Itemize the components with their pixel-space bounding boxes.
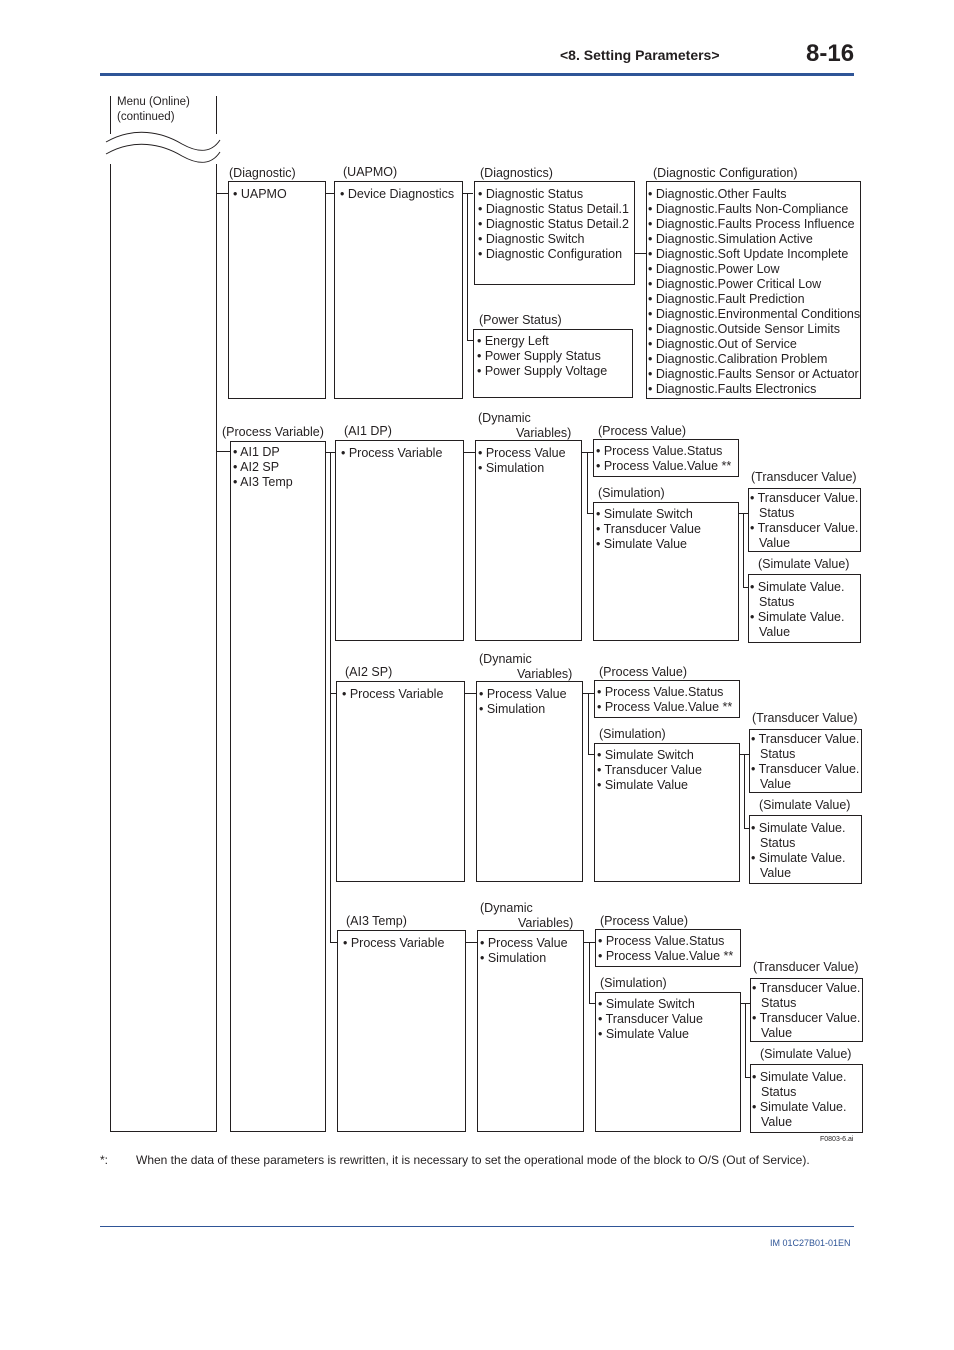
connector [589, 942, 590, 1004]
dynamic-variables-box [477, 930, 584, 1132]
list-item: Status [761, 1085, 797, 1099]
diagnostic-config-list [648, 187, 860, 397]
simulation-title: (Simulation) [599, 727, 666, 741]
diagnostics-title: (Diagnostics) [480, 166, 553, 180]
list-item: • Process Value.Status [596, 444, 723, 458]
connector [743, 513, 744, 588]
list-item: • Diagnostic.Power Low [648, 262, 780, 276]
list-item: • Simulate Switch [597, 748, 694, 762]
list-item: • Process Value.Status [598, 934, 725, 948]
process-value-box [595, 929, 741, 967]
connector [744, 754, 745, 829]
list-item: • Diagnostic.Soft Update Incomplete [648, 247, 849, 261]
list-item: • UAPMO [233, 187, 287, 201]
process-variable-title: (Process Variable) [222, 425, 324, 439]
list-item: • Transducer Value [596, 522, 701, 536]
simulation-box [593, 502, 739, 641]
simulation-list [597, 748, 702, 793]
list-item: • Diagnostic.Fault Prediction [648, 292, 805, 306]
transducer-value-title: (Transducer Value) [751, 470, 857, 484]
list-item: • Transducer Value. [750, 491, 859, 505]
menu-bottom-line [110, 1131, 217, 1132]
list-item: • Diagnostic.Power Critical Low [648, 277, 822, 291]
menu-label-line2: (continued) [117, 111, 175, 123]
dynamic-variables-title: (Dynamic [479, 652, 532, 666]
list-item: • Process Value.Status [597, 685, 724, 699]
list-item: • Process Value [479, 687, 567, 701]
connector [217, 451, 231, 452]
list-item: • Diagnostic Status Detail.2 [478, 217, 629, 231]
list-item: • Simulate Value. [751, 821, 846, 835]
list-item: • Diagnostic.Environmental Conditions [648, 307, 861, 321]
simulate-value-box [749, 815, 862, 884]
list-item: • AI3 Temp [233, 475, 293, 489]
diagnostic-config-title: (Diagnostic Configuration) [653, 166, 798, 180]
list-item: Status [759, 595, 795, 609]
connector [588, 693, 589, 755]
power-status-list [477, 334, 607, 379]
process-value-title: (Process Value) [600, 914, 688, 928]
dynamic-variables-list [478, 446, 566, 476]
menu-label-line1: Menu (Online) [117, 96, 190, 108]
simulation-title: (Simulation) [600, 976, 667, 990]
list-item: • Diagnostic.Faults Electronics [648, 382, 817, 396]
dynamic-variables-title: (Dynamic [478, 411, 531, 425]
ai-block-title: (AI1 DP) [344, 424, 392, 438]
process-value-list [597, 685, 732, 715]
document-id: IM 01C27B01-01EN [770, 1238, 851, 1248]
simulation-box [594, 743, 740, 882]
ai-block-list [343, 936, 444, 951]
diagnostic-list [233, 187, 287, 202]
list-item: • Process Value.Value ** [598, 949, 734, 963]
process-value-title: (Process Value) [598, 424, 686, 438]
break-wave-icon [104, 128, 224, 172]
power-status-title: (Power Status) [479, 313, 562, 327]
uapmo-list [340, 187, 454, 202]
diagnostics-list [478, 187, 629, 262]
process-value-box [594, 680, 740, 718]
dynamic-variables-list [480, 936, 568, 966]
list-item: • Simulate Value [597, 778, 688, 792]
diagnostic-config-box [646, 181, 861, 399]
list-item: • Simulate Value [596, 537, 687, 551]
list-item: Value [759, 625, 791, 639]
figure-id: F0803-6.ai [820, 1136, 854, 1143]
list-item: • Energy Left [477, 334, 549, 348]
simulate-value-box [750, 1064, 863, 1133]
transducer-value-box [750, 978, 863, 1042]
transducer-value-list [752, 981, 860, 1041]
process-value-box [593, 439, 739, 477]
list-item: • Simulate Value. [750, 580, 845, 594]
simulate-value-list [752, 1070, 846, 1130]
process-value-title: (Process Value) [599, 665, 687, 679]
process-variable-list [233, 445, 293, 490]
list-item: • Simulation [478, 461, 545, 475]
list-item: • Diagnostic.Outside Sensor Limits [648, 322, 840, 336]
list-item: • Diagnostic.Other Faults [648, 187, 787, 201]
list-item: • Diagnostic.Simulation Active [648, 232, 813, 246]
list-item: • Process Value.Value ** [596, 459, 732, 473]
transducer-value-list [750, 491, 858, 551]
ai-block-box [336, 681, 465, 882]
connector [467, 193, 468, 341]
connector [330, 942, 337, 943]
list-item: • Diagnostic.Faults Non-Compliance [648, 202, 849, 216]
list-item: • Process Value.Value ** [597, 700, 733, 714]
footnote-text: When the data of these parameters is rewritten, it is necessary to set the operational mode of the block to O/S (Out of Service). [136, 1153, 810, 1167]
simulate-value-title: (Simulate Value) [758, 557, 850, 571]
list-item: • Simulate Value. [752, 1070, 847, 1084]
list-item: • Simulate Value [598, 1027, 689, 1041]
list-item: Value [760, 777, 792, 791]
list-item: • Diagnostic.Faults Process Influence [648, 217, 855, 231]
simulation-list [596, 507, 701, 552]
simulation-list [598, 997, 703, 1042]
list-item: • Transducer Value [598, 1012, 703, 1026]
list-item: Status [761, 996, 797, 1010]
list-item: • Power Supply Voltage [477, 364, 608, 378]
connector [587, 452, 588, 514]
dynamic-variables-title-2: Variables) [516, 426, 572, 440]
list-item: Status [760, 836, 796, 850]
list-item: • Transducer Value. [752, 1011, 861, 1025]
list-item: Status [759, 506, 795, 520]
simulate-value-title: (Simulate Value) [760, 1047, 852, 1061]
dynamic-variables-title-2: Variables) [517, 667, 573, 681]
ai-block-list [341, 446, 442, 461]
ai-block-box [337, 930, 466, 1132]
process-value-list [598, 934, 733, 964]
transducer-value-list [751, 732, 859, 792]
connector [330, 452, 331, 943]
dynamic-variables-box [475, 440, 582, 641]
list-item: • Simulate Value. [752, 1100, 847, 1114]
list-item: • AI1 DP [233, 445, 280, 459]
dynamic-variables-list [479, 687, 567, 717]
page-number: 8-16 [806, 40, 855, 67]
ai-block-box [335, 440, 464, 641]
list-item: • Process Value [480, 936, 568, 950]
simulate-value-box [748, 574, 861, 643]
connector [464, 452, 475, 453]
ai-block-title: (AI3 Temp) [346, 914, 407, 928]
list-item: Value [760, 866, 792, 880]
dynamic-variables-title-2: Variables) [518, 916, 574, 930]
diagnostics-box [474, 181, 635, 285]
menu-left-line [110, 96, 111, 1132]
dynamic-variables-box [476, 681, 583, 882]
list-item: • Diagnostic Status [478, 187, 584, 201]
ai-block-list [342, 687, 443, 702]
menu-right-line [216, 96, 217, 1132]
connector [466, 942, 477, 943]
uapmo-title: (UAPMO) [343, 165, 398, 179]
simulation-title: (Simulation) [598, 486, 665, 500]
process-value-list [596, 444, 731, 474]
list-item: • Simulate Value. [751, 851, 846, 865]
connector [463, 193, 473, 194]
list-item: • Transducer Value. [751, 762, 860, 776]
list-item: Value [761, 1115, 793, 1129]
uapmo-box [334, 181, 463, 399]
list-item: • Process Variable [342, 687, 444, 701]
connector [635, 253, 646, 254]
list-item: • Diagnostic.Calibration Problem [648, 352, 828, 366]
transducer-value-title: (Transducer Value) [753, 960, 859, 974]
list-item: Value [761, 1026, 793, 1040]
simulate-value-title: (Simulate Value) [759, 798, 851, 812]
ai-block-title: (AI2 SP) [345, 665, 393, 679]
list-item: • Simulation [479, 702, 546, 716]
list-item: • Process Value [478, 446, 566, 460]
list-item: • Diagnostic.Faults Sensor or Actuator [648, 367, 859, 381]
list-item: • Simulation [480, 951, 547, 965]
transducer-value-box [749, 729, 862, 793]
transducer-value-box [748, 488, 861, 552]
footnote-mark: *: [100, 1153, 109, 1167]
list-item: • Simulate Value. [750, 610, 845, 624]
simulate-value-list [751, 821, 845, 881]
simulate-value-list [750, 580, 844, 640]
connector [465, 693, 476, 694]
list-item: • Power Supply Status [477, 349, 601, 363]
connector [745, 1003, 746, 1078]
list-item: • Transducer Value. [750, 521, 859, 535]
list-item: • Diagnostic Switch [478, 232, 585, 246]
section-title: <8. Setting Parameters> [560, 47, 720, 63]
process-variable-box [230, 441, 326, 1132]
list-item: • Diagnostic Configuration [478, 247, 623, 261]
list-item: • Transducer Value [597, 763, 702, 777]
diagnostic-title: (Diagnostic) [229, 166, 296, 180]
transducer-value-title: (Transducer Value) [752, 711, 858, 725]
list-item: Status [760, 747, 796, 761]
list-item: • Diagnostic Status Detail.1 [478, 202, 629, 216]
list-item: • Diagnostic.Out of Service [648, 337, 797, 351]
list-item: • Simulate Switch [596, 507, 693, 521]
list-item: • Device Diagnostics [340, 187, 455, 201]
footer-rule [100, 1226, 854, 1227]
list-item: • Process Variable [341, 446, 443, 460]
diagnostic-box [228, 181, 326, 399]
list-item: • Transducer Value. [752, 981, 861, 995]
simulation-box [595, 992, 741, 1132]
connector [326, 193, 334, 194]
list-item: Value [759, 536, 791, 550]
power-status-box [473, 329, 633, 398]
list-item: • Transducer Value. [751, 732, 860, 746]
list-item: • Process Variable [343, 936, 445, 950]
list-item: • Simulate Switch [598, 997, 695, 1011]
dynamic-variables-title: (Dynamic [480, 901, 533, 915]
menu-label [117, 95, 190, 125]
header-rule [100, 73, 854, 76]
list-item: • AI2 SP [233, 460, 280, 474]
